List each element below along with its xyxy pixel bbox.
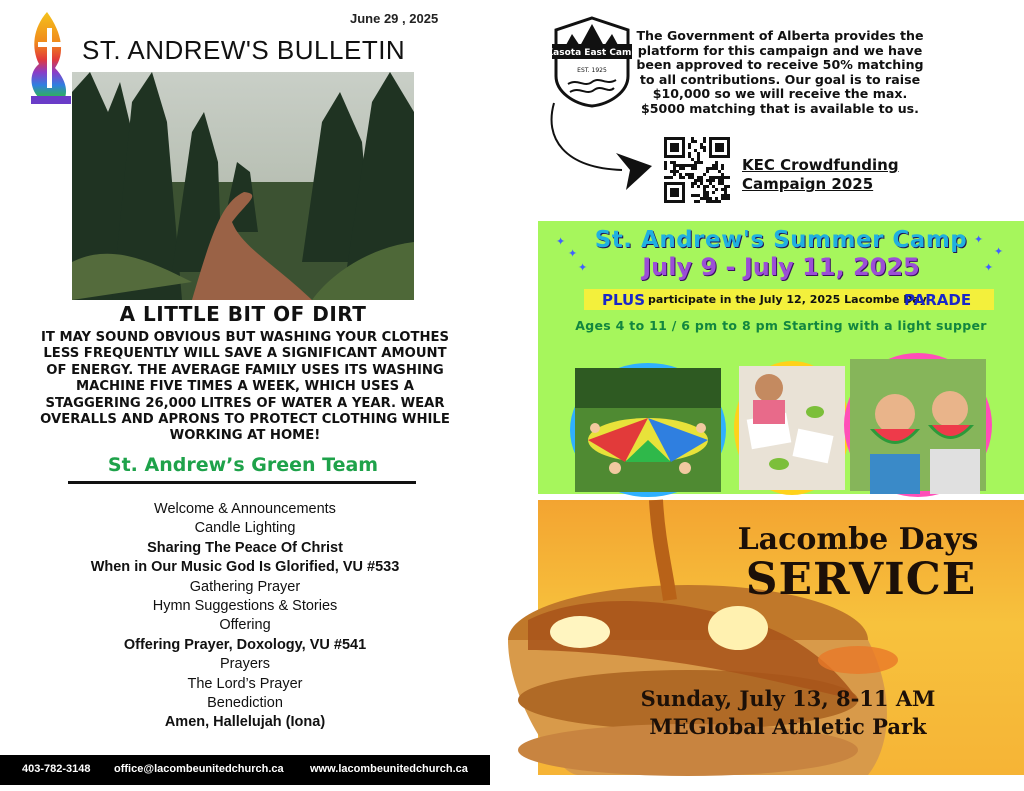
kec-link-line2: Campaign 2025 (742, 175, 874, 193)
footer-email[interactable]: office@lacombeunitedchurch.ca (114, 763, 284, 775)
sparkle-icon: ✦ (994, 246, 1004, 258)
service-item: Welcome & Announcements (154, 501, 336, 517)
service-item: The Lord’s Prayer (187, 675, 303, 692)
crafts-photo (734, 361, 850, 495)
service-item: Amen, Hallelujah (Iona) (164, 714, 326, 731)
lacombe-place: MEGlobal Athletic Park (649, 714, 927, 739)
footer-bar (0, 755, 490, 785)
dirt-heading: A LITTLE BIT OF DIRT (119, 302, 367, 326)
sparkle-icon: ✦ (974, 234, 984, 246)
service-item: Candle Lighting (194, 520, 296, 537)
sparkle-icon: ✦ (556, 236, 566, 248)
lacombe-service: SERVICE (745, 554, 977, 605)
qr-code-icon[interactable] (664, 137, 730, 203)
dirt-body-text: IT MAY SOUND OBVIOUS BUT WASHING YOUR CLOTHES LESS FREQUENTLY WILL SAVE A SIGNIFICANT AMOUNT OF ENERGY. THE AVERAGE FAMILY USES ITS WASHING MACHINE FIVE TIMES A WEEK, WHICH USES A STAGGERING 26,000 LITRES OF WATER A YEAR. WEAR OVERALLS AND APRONS TO PROTECT CLOTHING WHILE WORKING AT HOME! (40, 330, 450, 444)
service-item: Gathering Prayer (189, 578, 301, 595)
sparkle-icon: ✦ (568, 248, 578, 260)
church-logo (25, 8, 77, 108)
camp-dates: July 9 - July 11, 2025 (642, 253, 920, 281)
watermelon-kids-photo (844, 353, 992, 497)
service-item: Benediction (207, 695, 283, 712)
footer-phone[interactable]: 403-782-3148 (22, 763, 91, 775)
service-item: Sharing The Peace Of Christ (147, 539, 343, 556)
kec-link-line1: KEC Crowdfunding (742, 156, 899, 174)
kec-description: The Government of Alberta provides the platform for this campaign and we have been approved to receive 50% matching to all contributions. Our goal is to raise $10,000 so we will receive the max. $5000 matching that is available to us. (636, 28, 924, 116)
bulletin-title: ST. ANDREW'S BULLETIN (82, 35, 406, 65)
service-item: When in Our Music God Is Glorified, VU #533 (90, 559, 400, 576)
camp-plus: PLUS (602, 291, 646, 309)
kec-logo-est: EST. 1925 (577, 67, 607, 74)
order-of-service (60, 500, 430, 733)
lacombe-date: Sunday, July 13, 8-11 AM (640, 686, 936, 711)
divider (68, 481, 416, 484)
service-item: Offering (219, 617, 271, 634)
kec-logo-text: Kasota East Camp (546, 48, 638, 58)
lacombe-days-poster (538, 500, 1024, 775)
sparkle-icon: ✦ (578, 262, 588, 274)
arrow-icon (544, 98, 654, 193)
lacombe-title: Lacombe Days (737, 522, 979, 557)
kec-crowdfunding-link[interactable] (742, 156, 899, 194)
service-item: Offering Prayer, Doxology, VU #541 (123, 636, 367, 653)
summer-camp-poster (538, 221, 1024, 494)
parachute-game-photo (570, 363, 726, 497)
camp-parade-band (584, 289, 994, 310)
camp-parade: PARADE (904, 291, 972, 309)
camp-plus-text: participate in the July 12, 2025 Lacombe Day (648, 293, 927, 306)
service-item: Prayers (220, 656, 270, 673)
sparkle-icon: ✦ (984, 262, 994, 274)
forest-road-photo (72, 72, 414, 300)
kec-logo (546, 16, 638, 108)
bulletin-date: June 29 , 2025 (350, 11, 439, 26)
footer-website[interactable]: www.lacombeunitedchurch.ca (310, 763, 468, 775)
green-team-signature: St. Andrew’s Green Team (107, 454, 379, 476)
camp-ages: Ages 4 to 11 / 6 pm to 8 pm Starting with a light supper (575, 318, 987, 333)
service-item: Hymn Suggestions & Stories (152, 598, 338, 615)
camp-title: St. Andrew's Summer Camp (594, 227, 968, 253)
